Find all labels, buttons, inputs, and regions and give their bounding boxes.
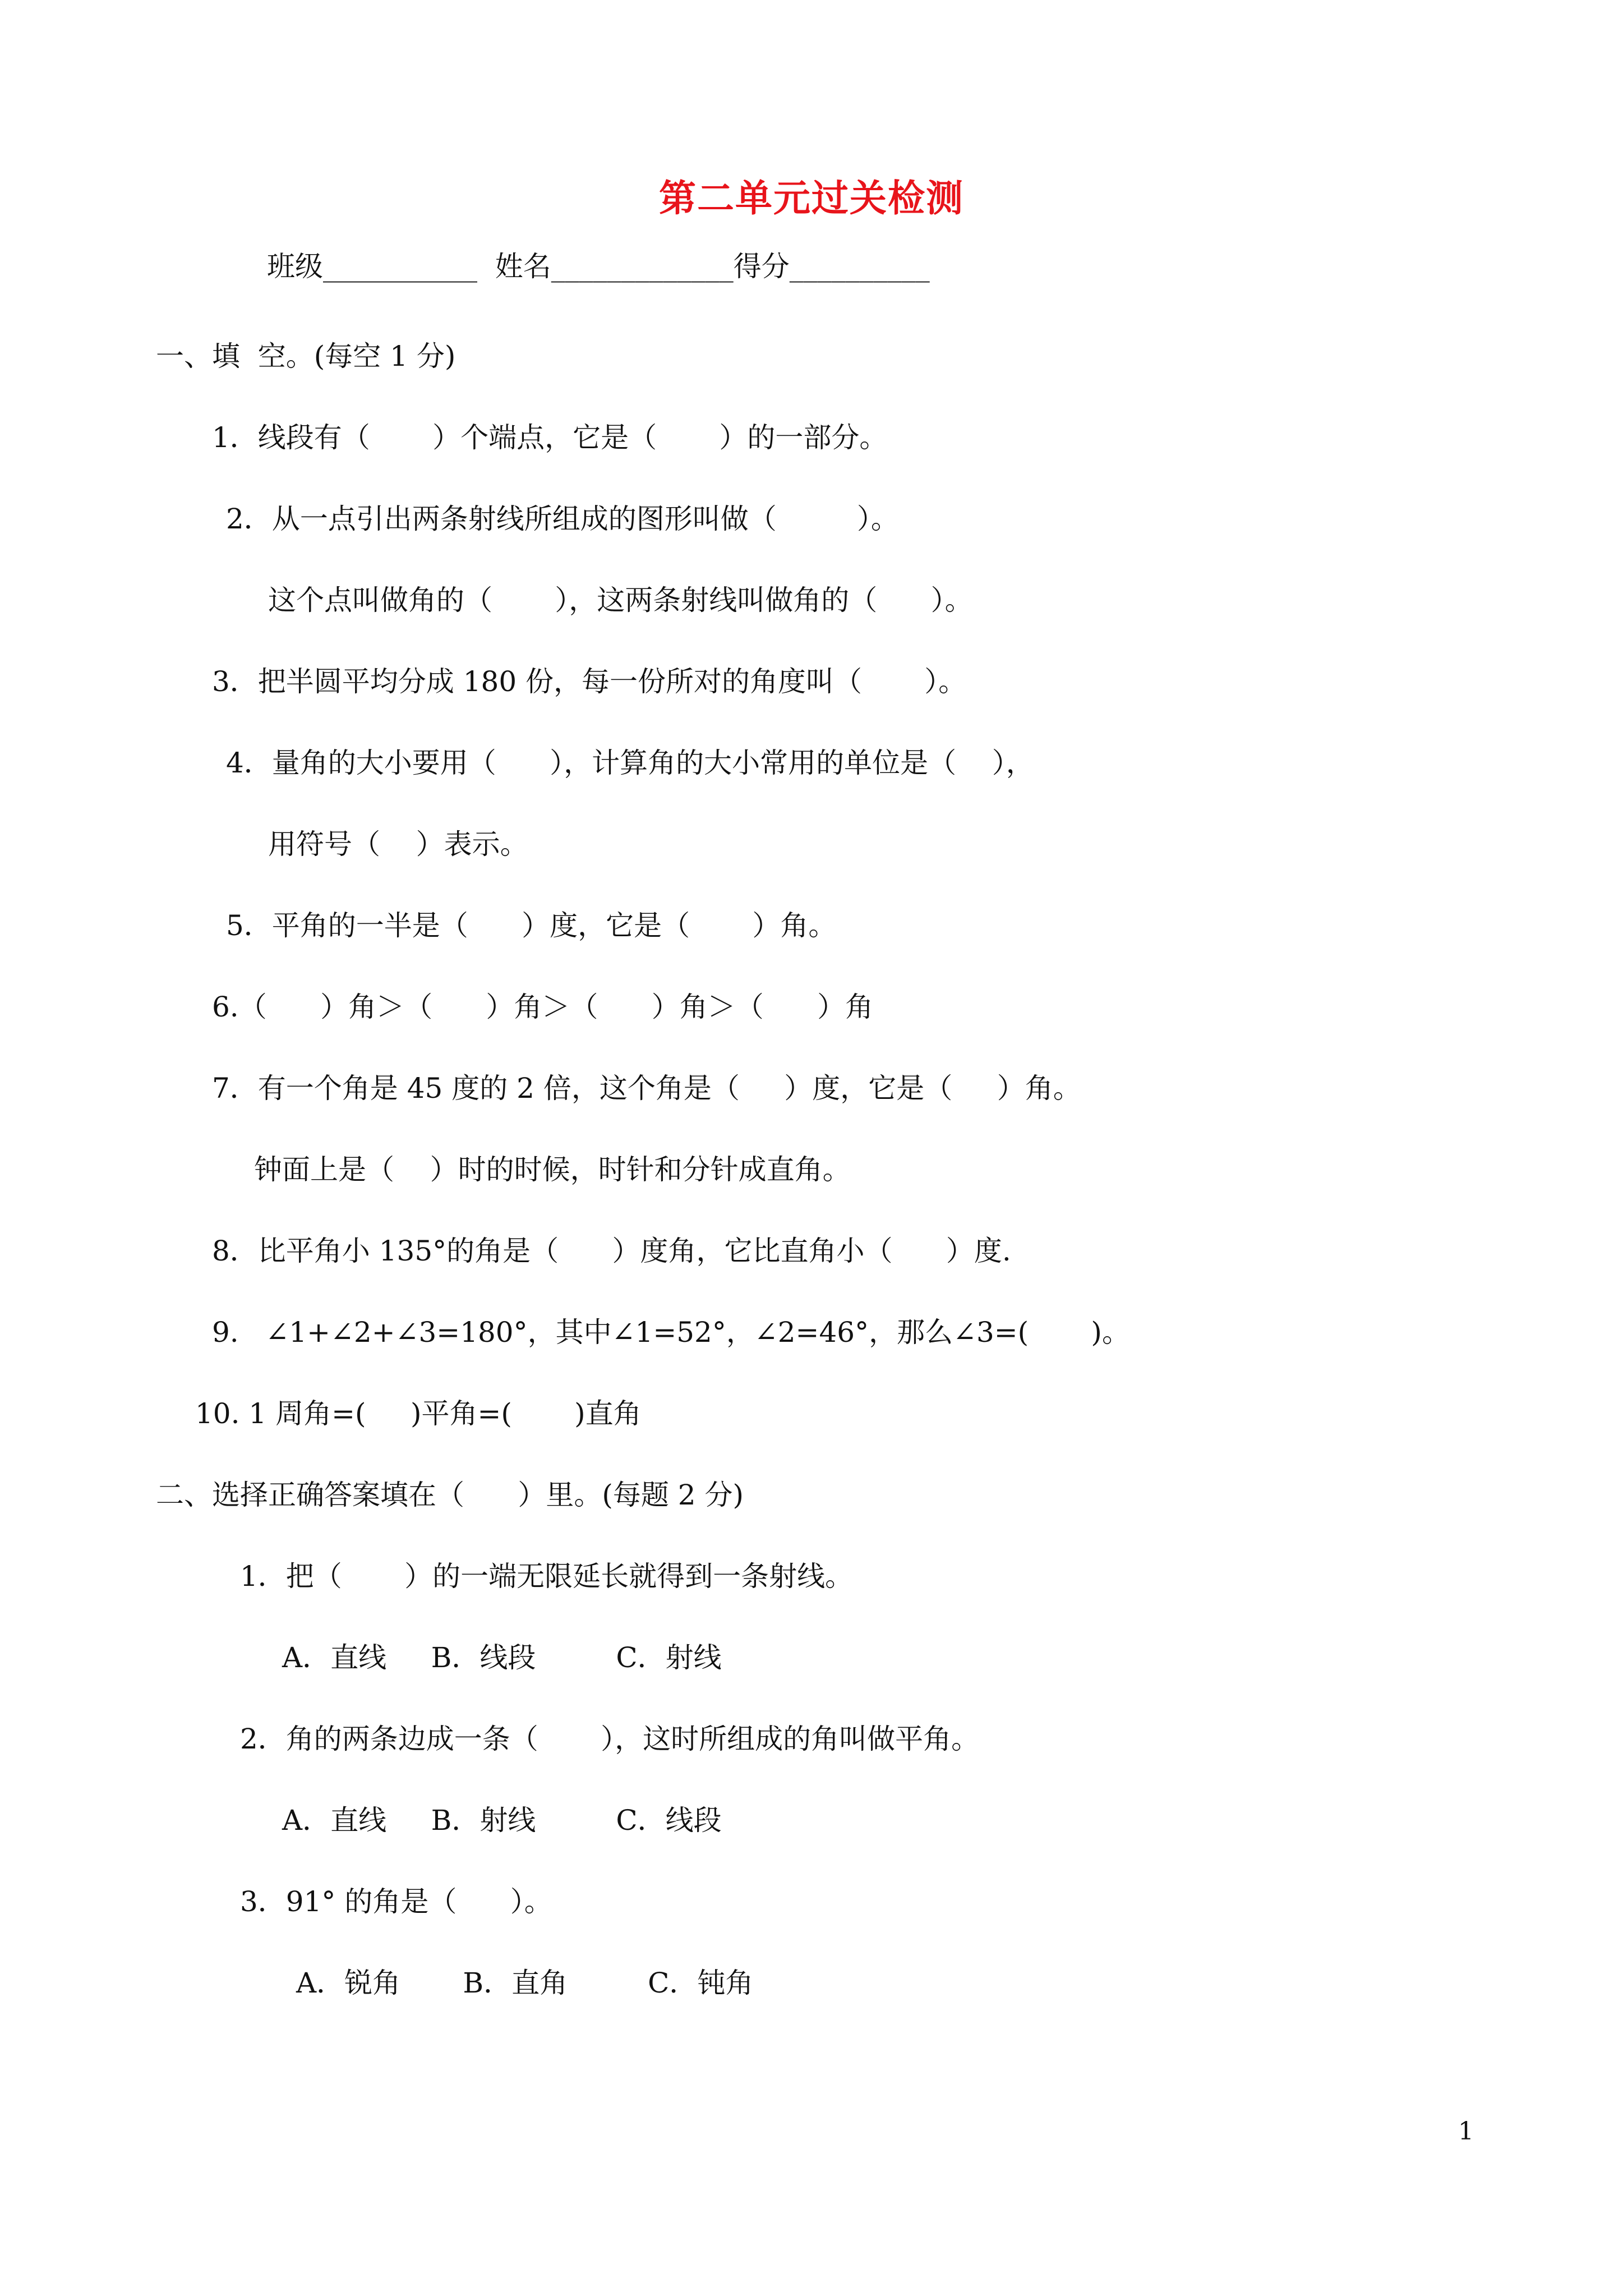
question-2-1-options: A．直线 B．线段 C．射线 <box>282 1641 722 1674</box>
question-1-6: 6.（ ）角＞（ ）角＞（ ）角＞（ ）角 <box>212 991 874 1023</box>
question-1-4: 4．量角的大小要用（ ），计算角的大小常用的单位是（ ）， <box>226 747 1034 779</box>
page-title: 第二单元过关检测 <box>659 176 964 220</box>
question-1-2-continued: 这个点叫做角的（ ），这两条射线叫做角的（ ）。 <box>268 584 973 616</box>
question-1-9: 9. ∠1+∠2+∠3=180°，其中∠1=52°，∠2=46°，那么∠3=( )。 <box>212 1316 1130 1349</box>
page-number: 1 <box>1458 2117 1474 2146</box>
question-1-4-continued: 用符号（ ）表示。 <box>268 828 528 861</box>
question-1-10: 10. 1 周角=( )平角=( )直角 <box>195 1397 642 1430</box>
section-1-heading: 一、填 空。(每空 1 分) <box>156 340 456 372</box>
question-2-1: 1．把（ ）的一端无限延长就得到一条射线。 <box>240 1560 854 1593</box>
question-1-5: 5．平角的一半是（ ）度，它是（ ）角。 <box>226 909 837 942</box>
question-1-7: 7．有一个角是 45 度的 2 倍，这个角是（ ）度，它是（ ）角。 <box>212 1072 1081 1105</box>
question-2-3-options: A．锐角 B．直角 C．钝角 <box>296 1967 754 1999</box>
question-2-3: 3．91° 的角是（ ）。 <box>240 1885 552 1918</box>
section-2-heading: 二、选择正确答案填在（ ）里。(每题 2 分) <box>156 1479 744 1511</box>
student-info-line: 班级___________ 姓名_____________得分__________ <box>267 250 930 283</box>
question-1-3: 3．把半圆平均分成 180 份，每一份所对的角度叫（ ）。 <box>212 665 967 698</box>
question-2-2: 2．角的两条边成一条（ ），这时所组成的角叫做平角。 <box>240 1723 980 1755</box>
question-1-7-continued: 钟面上是（ ）时的时候，时针和分针成直角。 <box>254 1153 851 1186</box>
question-2-2-options: A．直线 B．射线 C．线段 <box>282 1804 722 1837</box>
question-1-8: 8．比平角小 135°的角是（ ）度角，它比直角小（ ）度. <box>212 1235 1011 1267</box>
question-1-2: 2．从一点引出两条射线所组成的图形叫做（ ）。 <box>226 503 899 535</box>
question-1-1: 1．线段有（ ）个端点，它是（ ）的一部分。 <box>212 421 888 454</box>
